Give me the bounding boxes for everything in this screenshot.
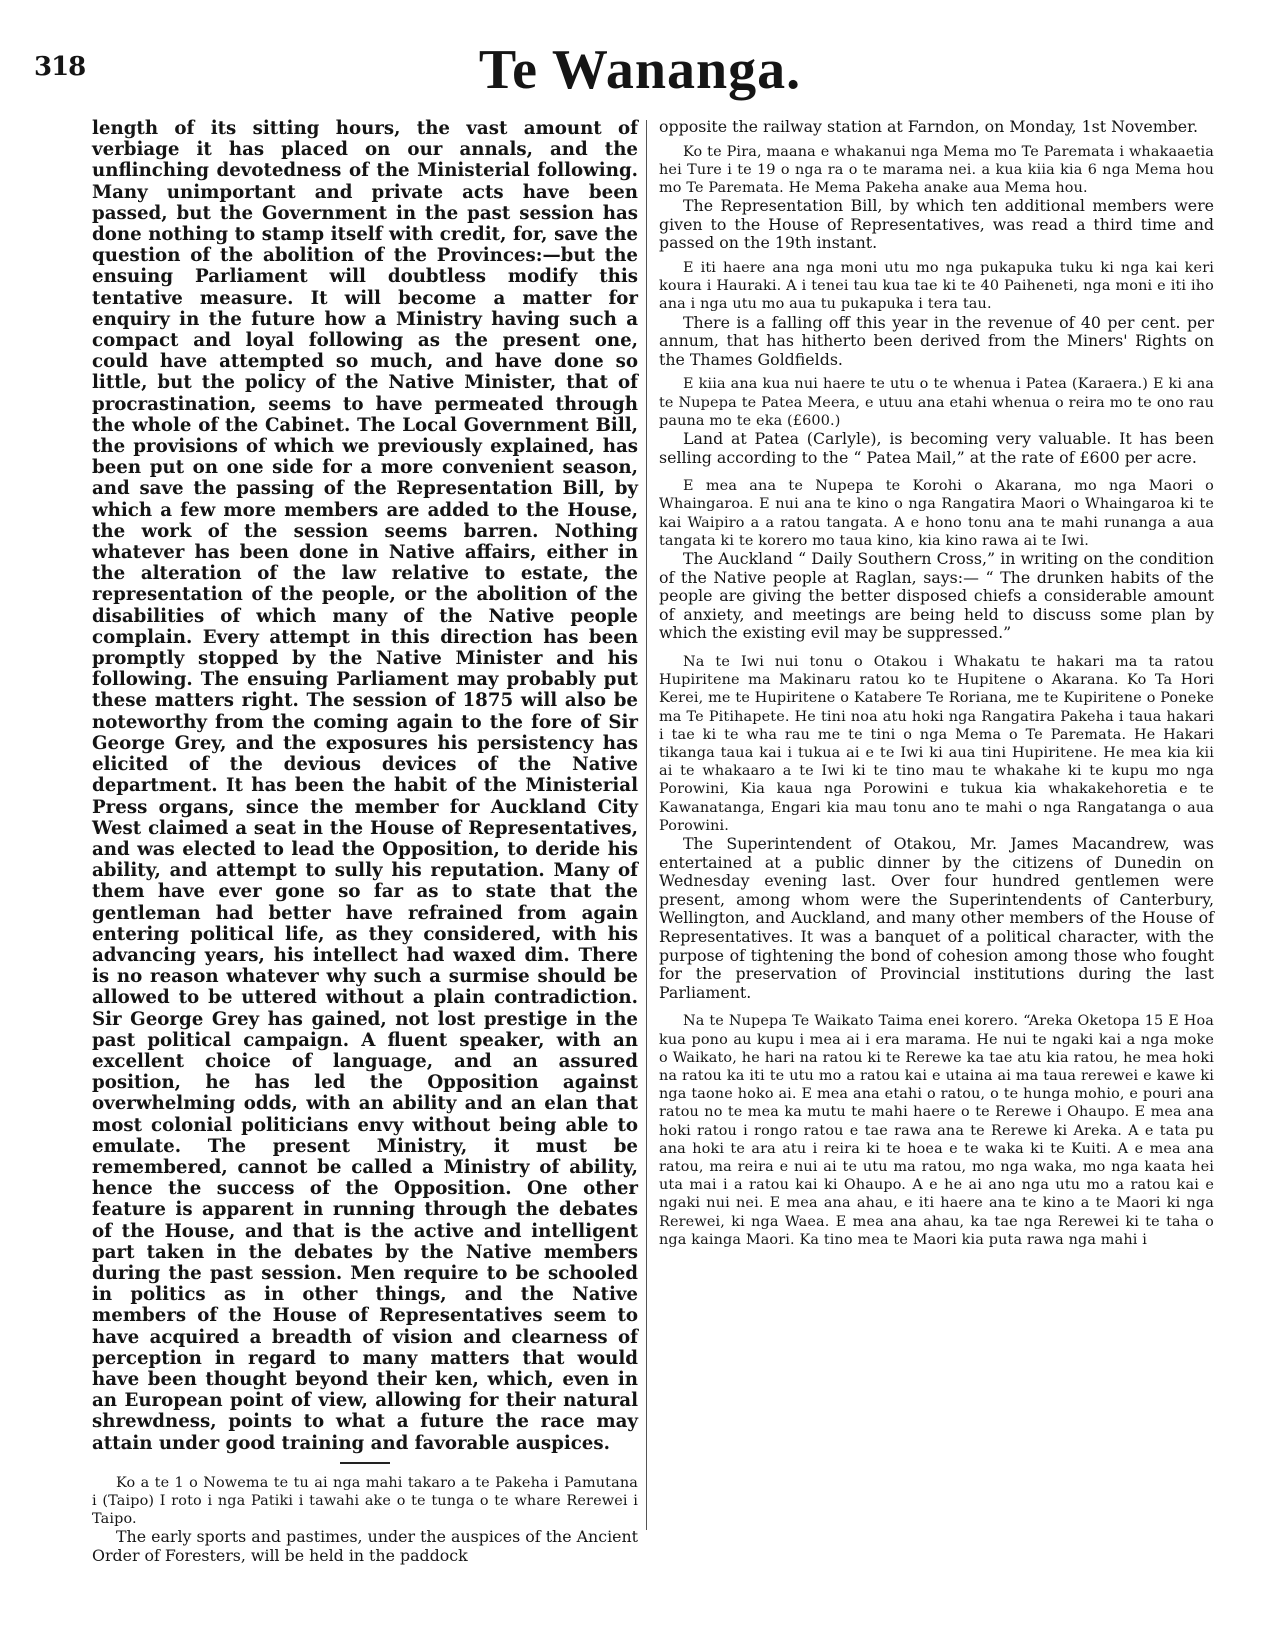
news-item-english: Land at Patea (Carlyle), is becoming very valuable. It has been selling according to the “ Patea Mail,” at the rate of £600 per acre. [659,428,1214,467]
news-item-maori: E kiia ana kua nui haere te utu o te whenua i Patea (Karaera.) E ki ana te Nupepa te Patea Meera, e utuu ana etahi whenua o reira mo te ono rau pauna mo te eka (£600.) [659,376,1214,429]
foresters-notice-maori: Ko a te 1 o Nowema te tu ai nga mahi takaro a te Pakeha i Pamutana i (Taipo) I roto i nga Patiki i tawahi ake o te tunga o te whare Rerewei i Taipo. [92,1474,638,1528]
news-item-english: The Auckland “ Daily Southern Cross,” in writing on the condition of the Native people at Raglan, says:— “ The drunken habits of the people are giving the better disposed chiefs a considerable amount of anxiety, and meetings are being held to discuss some plan by which the existing evil may be suppressed.” [659,548,1214,643]
foresters-notice-english-cont: opposite the railway station at Farndon, on Monday, 1st November. [659,117,1198,136]
section-divider [340,1462,390,1464]
news-item-maori: Na te Iwi nui tonu o Otakou i Whakatu te hakari ma ta ratou Hupiritene ma Makinaru ratou ko te Hupitene o Akarana. Ko Ta Hori Kerei, me te Hupiritene o Katabere Te Roriana, me te Kupiritene o Poneke ma Te Pitihapete. He tini noa atu hoki nga Rangatira Pakeha i taua hakari i tae ki te wha rau me te tini o nga Mema o Te Paremata. He Hakari tikanga taua kai i tukua ai e te Iwi ki aua tini Hupiritene. He mea kia kii ai te whakaaro a te Iwi ki te tino mau te whakahe ki te kupu mo nga Porowini, Kia kaua nga Porowini e tukua kia whakakehoretia e te Kawanatanga, Engari kia mau tonu ano te mahi o nga Rangatanga o aua Porowini. [659,653,1214,834]
news-item-maori: E mea ana te Nupepa te Korohi o Akarana, mo nga Maori o Whaingaroa. E nui ana te kino o nga Rangatira Maori o Whaingaroa ki te kai Waipiro a a ratou tangata. A e hono tonu ana te mahi runanga a aua tangata ki te korero mo taua kino, kia kino rawa ai te Iwi. [659,478,1214,549]
news-item-english: The Representation Bill, by which ten additional members were given to the House of Representatives, was read a third time and passed on the 19th instant. [659,196,1214,253]
news-item-english: There is a falling off this year in the revenue of 40 per cent. per annum, that has hitherto been derived from the Miners' Rights on the Thames Goldfields. [659,312,1214,369]
foresters-notice-english: The early sports and pastimes, under the auspices of the Ancient Order of Foresters, will be held in the paddock [92,1527,638,1565]
news-item-maori: E iti haere ana nga moni utu mo nga pukapuka tuku ki nga kai keri koura i Hauraki. A i tenei tau kua tae ki te 40 Paiheneti, nga moni e iti iho ana i nga utu mo aua tu pukapuka i tera tau. [659,259,1214,313]
news-item-maori: Ko te Pira, maana e whakanui nga Mema mo Te Paremata i whakaaetia hei Ture i te 19 o nga ra o te marama nei. a kua kiia kia 6 nga Mema hou mo Te Paremata. He Mema Pakeha anake aua Mema hou. [659,143,1214,196]
news-item-english: The Superintendent of Otakou, Mr. James Macandrew, was entertained at a public dinner by the citizens of Dunedin on Wednesday evening last. Over four hundred gentlemen were present, among whom were the Superintendents of Canterbury, Wellington, and Auckland, and many other members of the House of Representatives. It was a banquet of a political character, with the purpose of tightening the bond of cohesion among those who fought for the preservation of Provincial institutions during the last Parliament. [659,833,1214,1002]
masthead-title: Te Wananga. [478,39,802,101]
column-rule [646,120,647,1530]
waikato-letter-maori: Na te Nupepa Te Waikato Taima enei korero. “Areka Oketopa 15 E Hoa kua pono au kupu i mea ai i era marama. He nui te ngaki kai a nga moke o Waikato, he hari na ratou ki te Rerewe ka tae atu kia ratou, he mea hoki na ratou ka iti te utu mo a ratou kai e utaina ai ma taua rerewei e kawe ki nga taone hoko ai. E mea ana etahi o ratou, o te hunga mohio, e pouri ana ratou no te mea ka mutu te mahi haere o te Rerewe i Ohaupo. E mea ana hoki ratou i rongo ratou e tae rawa ana te Rerewe ki Areka. A e tata pu ana hoki te ara atu i reira ki te hoea e te waka ki te Kuiti. A e mea ana ratou, ma reira e nui ai te utu ma ratou, mo nga waka, mo nga kaata hei uta mai i a ratou kai ki Ohaupo. A e he ai ano nga utu mo a ratou kai e ngaki nui nei. E mea ana ahau, e iti haere ana te kino a te Maori ki nga Rerewei, ki nga Waea. E mea ana ahau, ka tae nga Rerewei ki te taha o nga kainga Maori. Ka tino mea te Maori kia puta rawa nga mahi i [659,1013,1214,1248]
right-column [659,118,1214,1249]
editorial-paragraph: length of its sitting hours, the vast amount of verbiage it has placed on our annals, and the unflinching devotedness of the Ministerial following. Many unimportant and private acts have been passed, but the Government in the past session has done nothing to stamp itself with credit, for, save the question of the abolition of the Provinces:—but the ensuing Parliament will doubtless modify this tentative measure. It will become a matter for enquiry in the future how a Ministry having such a compact and loyal following as the present one, could have attempted so much, and have done so little, but the policy of the Native Minister, that of procrastination, seems to have permeated through the whole of the Cabinet. The Local Government Bill, the provisions of which we previously explained, has been put on one side for a more convenient season, and save the passing of the Representation Bill, by which a few more members are added to the House, the work of the session seems barren. Nothing whatever has been done in Native affairs, either in the alteration of the law relative to estate, the representation of the people, or the abolition of the disabilities of which many of the Native people complain. Every attempt in this direction has been promptly stopped by the Native Minister and his following. The ensuing Parliament may probably put these matters right. The session of 1875 will also be noteworthy from the coming again to the fore of Sir George Grey, and the exposures his persistency has elicited of the devious devices of the Native department. It has been the habit of the Ministerial Press organs, since the member for Auckland City West claimed a seat in the House of Representatives, and was elected to lead the Opposition, to deride his ability, and attempt to sully his reputation. Many of them have ever gone so far as to state that the gentleman had better have refrained from again entering political life, as they considered, with his advancing years, his intellect had waxed dim. There is no reason whatever why such a surmise should be allowed to be uttered without a plain contradiction. Sir George Grey has gained, not lost prestige in the past political campaign. A fluent speaker, with an excellent choice of language, and an assured position, he has led the Opposition against overwhelming odds, with an ability and an elan that most colonial politicians envy without being able to emulate. The present Ministry, it must be remembered, cannot be called a Ministry of ability, hence the success of the Opposition. One other feature is apparent in running through the debates of the House, and that is the active and intelligent part taken in the debates by the Native members during the past session. Men require to be schooled in politics as in other things, and the Native members of the House of Representatives seem to have acquired a breadth of vision and clearness of perception in regard to many matters that would have been thought beyond their ken, which, even in an European point of view, allowing for their natural shrewdness, points to what a future the race may attain under good training and favorable auspices. [92,118,638,1454]
page-number: 318 [34,52,86,82]
left-column [92,118,638,1566]
